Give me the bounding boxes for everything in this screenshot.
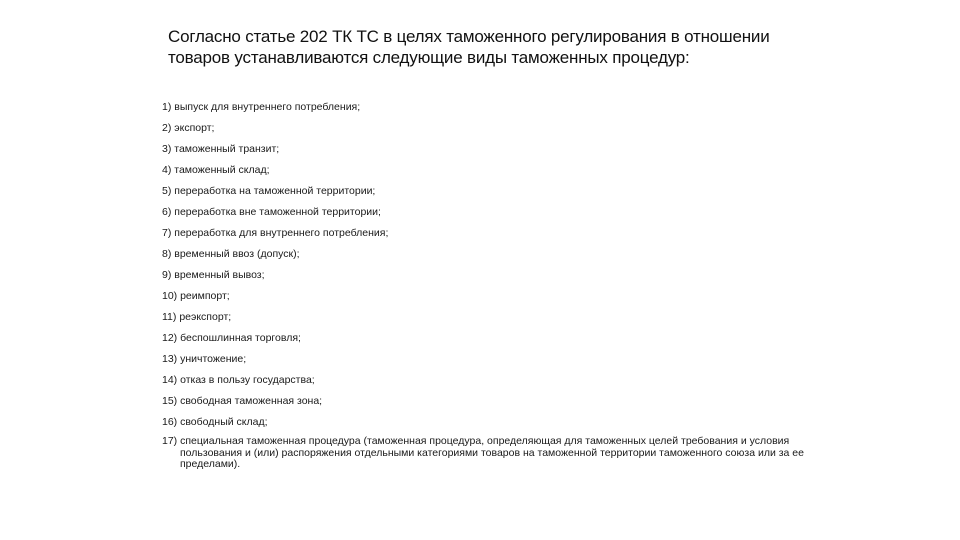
list-item: 16) свободный склад; (162, 416, 268, 428)
list-item: 12) беспошлинная торговля; (162, 332, 301, 344)
list-item: 4) таможенный склад; (162, 164, 270, 176)
slide-heading: Согласно статье 202 ТК ТС в целях таможенного регулирования в отношении товаров устанавливаются следующие виды таможенных процедур: (168, 27, 770, 67)
list-item: 2) экспорт; (162, 122, 215, 134)
list-item: 5) переработка на таможенной территории; (162, 185, 376, 197)
list-item: 11) реэкспорт; (162, 311, 232, 323)
list-item: 8) временный ввоз (допуск); (162, 248, 300, 260)
list-item: 1) выпуск для внутреннего потребления; (162, 101, 361, 113)
list-item: 14) отказ в пользу государства; (162, 374, 315, 386)
procedure-list (162, 101, 804, 470)
list-item: 15) свободная таможенная зона; (162, 395, 323, 407)
list-item: 3) таможенный транзит; (162, 143, 280, 155)
list-item: 17) специальная таможенная процедура (таможенная процедура, определяющая для таможенных целей требования и условия пользования и (или) распоряжения отдельными категориями товаров на таможенной территории таможенного союза или за ее пределами). (162, 435, 804, 470)
list-item: 10) реимпорт; (162, 290, 230, 302)
list-item: 6) переработка вне таможенной территории; (162, 206, 381, 218)
list-item: 7) переработка для внутреннего потребления; (162, 227, 389, 239)
list-item: 9) временный вывоз; (162, 269, 265, 281)
list-item: 13) уничтожение; (162, 353, 247, 365)
